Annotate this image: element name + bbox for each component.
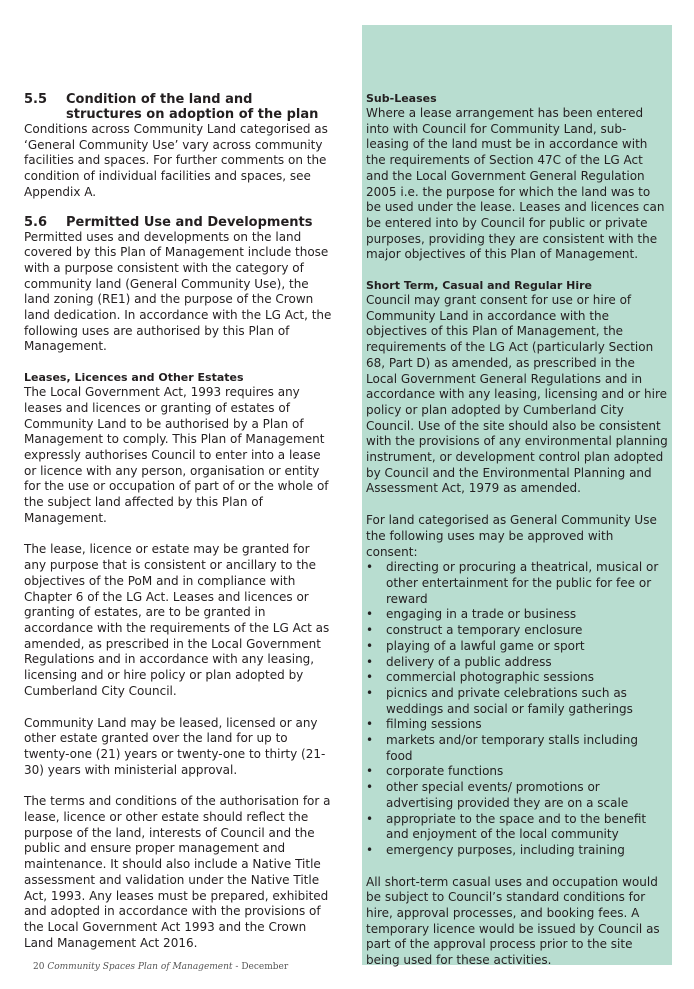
list-item: • filming sessions <box>366 717 668 733</box>
subleases-body: Where a lease arrangement has been entered into with Council for Community Land, sub-leasing of the land must be in accordance with the requirements of Section 47C of the LG Act and the Local Government General Regulation 2005 i.e. the purpose for which the land was to be used under the lease. Leases and licences can be entered into by Council for public or private purposes, providing they are consistent with the major objectives of this Plan of Management. <box>366 106 665 262</box>
page-footer <box>33 962 288 972</box>
list-item: • playing of a lawful game or sport <box>366 639 668 655</box>
footer-separator: - <box>235 962 239 972</box>
subleases-heading: Sub-Leases <box>366 92 437 105</box>
short-term-hire-heading: Short Term, Casual and Regular Hire <box>366 279 593 293</box>
list-item: • emergency purposes, including training <box>366 843 668 859</box>
list-item: • delivery of a public address <box>366 655 668 671</box>
section-number: 5.5 <box>24 92 48 107</box>
list-item: • directing or procuring a theatrical, musical or other entertainment for the public for fee or reward <box>366 560 668 607</box>
list-item: • engaging in a trade or business <box>366 607 668 623</box>
section-5-5-body: Conditions across Community Land categorised as ‘General Community Use’ vary across community facilities and spaces. For further comments on the condition of individual facilities and spaces, see Appendix A. <box>24 122 328 199</box>
list-item: • other special events/ promotions or advertising provided they are on a scale <box>366 780 668 811</box>
list-item: • markets and/or temporary stalls including food <box>366 733 668 764</box>
section-5-5-heading <box>24 92 332 122</box>
section-5-6-body: Permitted uses and developments on the land covered by this Plan of Management include those with a purpose consistent with the category of community land (General Community Use), the land zoning (RE1) and the purpose of the Crown land dedication. In accordance with the LG Act, the following uses are authorised by this Plan of Management. <box>24 229 332 354</box>
leases-paragraph-3: Community Land may be leased, licensed or any other estate granted over the land for up to twenty-one (21) years or twenty-one to thirty (21-30) years with ministerial approval. <box>24 715 326 777</box>
footer-month: December <box>241 962 289 972</box>
section-title: Permitted Use and Developments <box>66 214 313 230</box>
permitted-uses-list <box>366 560 668 858</box>
leases-paragraph-4: The terms and conditions of the authorisation for a lease, licence or other estate should reflect the purpose of the land, interests of Council and the public and ensure proper management and maintenance. It should also include a Native Title assessment and validation under the Native Title Act, 1993. Any leases must be prepared, exhibited and adopted in accordance with the provisions of the Local Government Act 1993 and the Crown Land Management Act 2016. <box>24 794 331 950</box>
leases-paragraph-1: The Local Government Act, 1993 requires any leases and licences or granting of estates of Community Land to be authorised by a Plan of Management to comply. This Plan of Management expressly authorises Council to enter into a lease or licence with any person, organisation or entity for the use or occupation of part of or the whole of the subject land affected by this Plan of Management. <box>24 385 329 525</box>
section-title: Condition of the land and structures on adoption of the plan <box>66 92 319 122</box>
list-item: • commercial photographic sessions <box>366 670 668 686</box>
right-column <box>366 92 668 969</box>
short-term-hire-closing: All short-term casual uses and occupation would be subject to Council’s standard conditions for hire, approval processes, and booking fees. A temporary licence would be issued by Council as part of the approval process prior to the site being used for these activities. <box>366 874 660 968</box>
list-item: • corporate functions <box>366 764 668 780</box>
document-title: Community Spaces Plan of Management <box>47 962 233 972</box>
short-term-hire-body: Council may grant consent for use or hire of Community Land in accordance with the objectives of this Plan of Management, the requirements of the LG Act (particularly Section 68, Part D) as amended, as prescribed in the Local Government General Regulations and in accordance with any leasing, licensing and or hire policy or plan adopted by Cumberland City Council. Use of the site should also be consistent with the provisions of any environmental planning instrument, or development control plan adopted by Council and the Environmental Planning and Assessment Act, 1979 as amended. <box>366 293 668 496</box>
section-5-6-heading <box>24 215 332 230</box>
leases-heading: Leases, Licences and Other Estates <box>24 371 244 385</box>
page-number: 20 <box>33 962 45 972</box>
section-number: 5.6 <box>24 214 48 230</box>
leases-paragraph-2: The lease, licence or estate may be granted for any purpose that is consistent or ancillary to the objectives of the PoM and in compliance with Chapter 6 of the LG Act. Leases and licences or granting of estates, are to be granted in accordance with the requirements of the LG Act as amended, as prescribed in the Local Government Regulations and in accordance with any leasing, licensing and or hire policy or plan adopted by Cumberland City Council. <box>24 542 330 698</box>
permitted-uses-intro: For land categorised as General Community Use the following uses may be approved with consent: <box>366 513 657 559</box>
left-column <box>24 92 332 951</box>
list-item: • picnics and private celebrations such as weddings and social or family gatherings <box>366 686 668 717</box>
list-item: • appropriate to the space and to the benefit and enjoyment of the local community <box>366 812 668 843</box>
list-item: • construct a temporary enclosure <box>366 623 668 639</box>
